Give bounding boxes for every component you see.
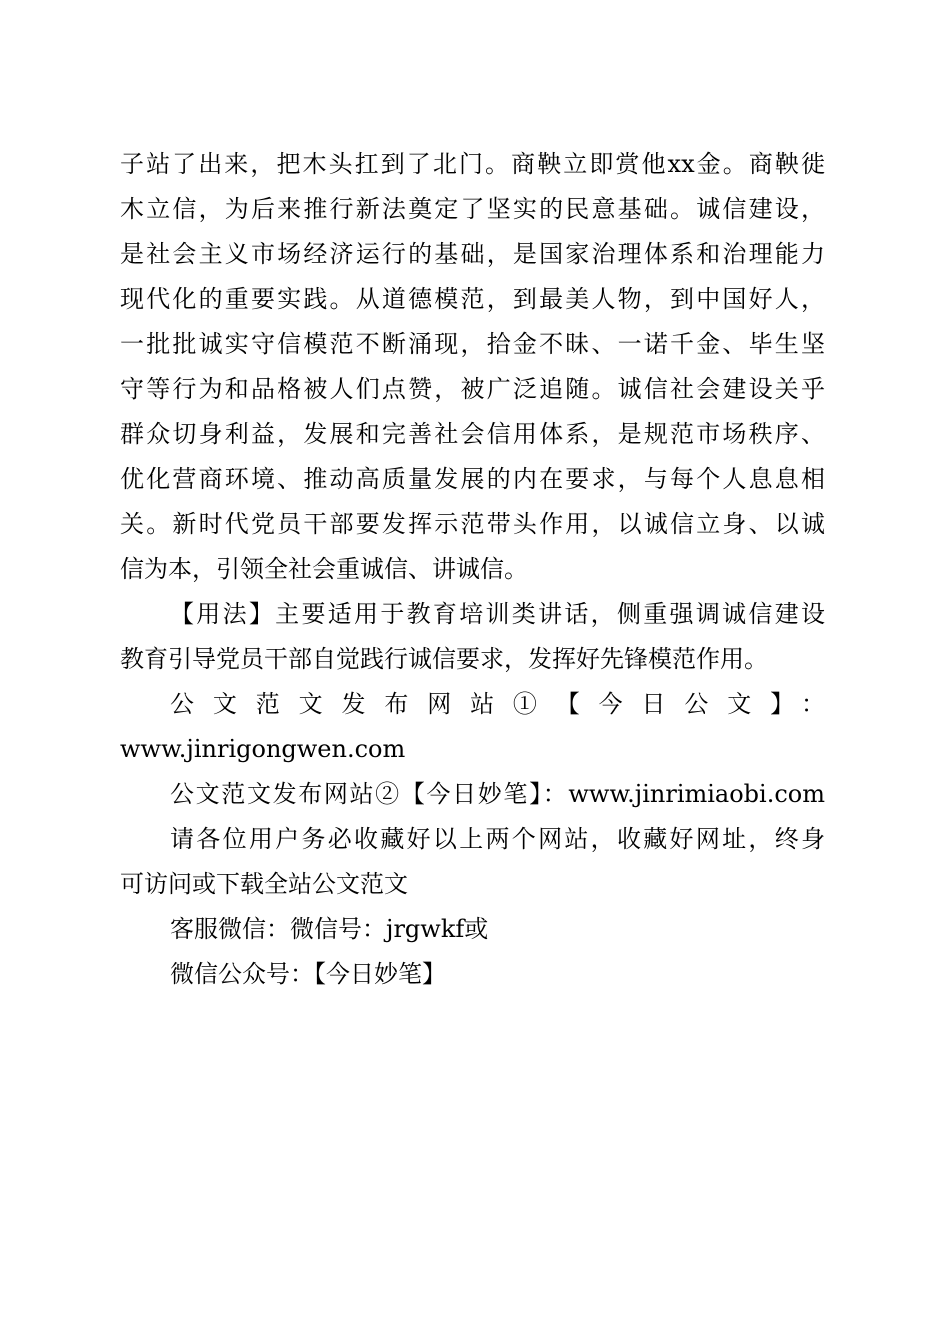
text-line: 可访问或下载全站公文范文 [120, 870, 408, 898]
service-wechat: 客服微信：微信号：jrgwkf或 [170, 915, 489, 943]
text-line: 守等行为和品格被人们点赞，被广泛追随。诚信社会建设关乎 [120, 375, 825, 403]
text-line: 一批批诚实守信模范不断涌现，拾金不昧、一诺千金、毕生坚 [120, 330, 825, 358]
paragraph-site-1 [120, 682, 825, 772]
text-line: 请各位用户务必收藏好以上两个网站，收藏好网址，终身 [170, 825, 825, 853]
document-body [120, 142, 825, 997]
site-2-line: 公文范文发布网站②【今日妙笔】：www.jinrimiaobi.com [170, 780, 825, 808]
text-line: 优化营商环境、推动高质量发展的内在要求，与每个人息息相 [120, 465, 825, 493]
paragraph-usage [120, 592, 825, 682]
paragraph-account [120, 952, 825, 997]
paragraph-integrity [120, 142, 825, 592]
paragraph-site-2 [120, 772, 825, 817]
site-1-url: www.jinrigongwen.com [120, 735, 406, 763]
text-line: 是社会主义市场经济运行的基础，是国家治理体系和治理能力 [120, 240, 825, 268]
text-line: 群众切身利益，发展和完善社会信用体系，是规范市场秩序、 [120, 420, 825, 448]
paragraph-service [120, 907, 825, 952]
wechat-account: 微信公众号：【今日妙笔】 [170, 960, 446, 988]
text-line: 关。新时代党员干部要发挥示范带头作用，以诚信立身、以诚 [120, 510, 825, 538]
text-line: 信为本，引领全社会重诚信、讲诚信。 [120, 555, 528, 583]
text-line: 子站了出来，把木头扛到了北门。商鞅立即赏他xx金。商鞅徙 [120, 150, 825, 178]
text-line: 【用法】主要适用于教育培训类讲话，侧重强调诚信建设 [170, 600, 825, 628]
paragraph-notice [120, 817, 825, 907]
text-line: 木立信，为后来推行新法奠定了坚实的民意基础。诚信建设， [120, 195, 825, 223]
text-line: 现代化的重要实践。从道德模范，到最美人物，到中国好人， [120, 285, 825, 313]
text-line: 教育引导党员干部自觉践行诚信要求，发挥好先锋模范作用。 [120, 645, 768, 673]
site-1-title: 公文范文发布网站①【今日公文】： [170, 690, 825, 718]
